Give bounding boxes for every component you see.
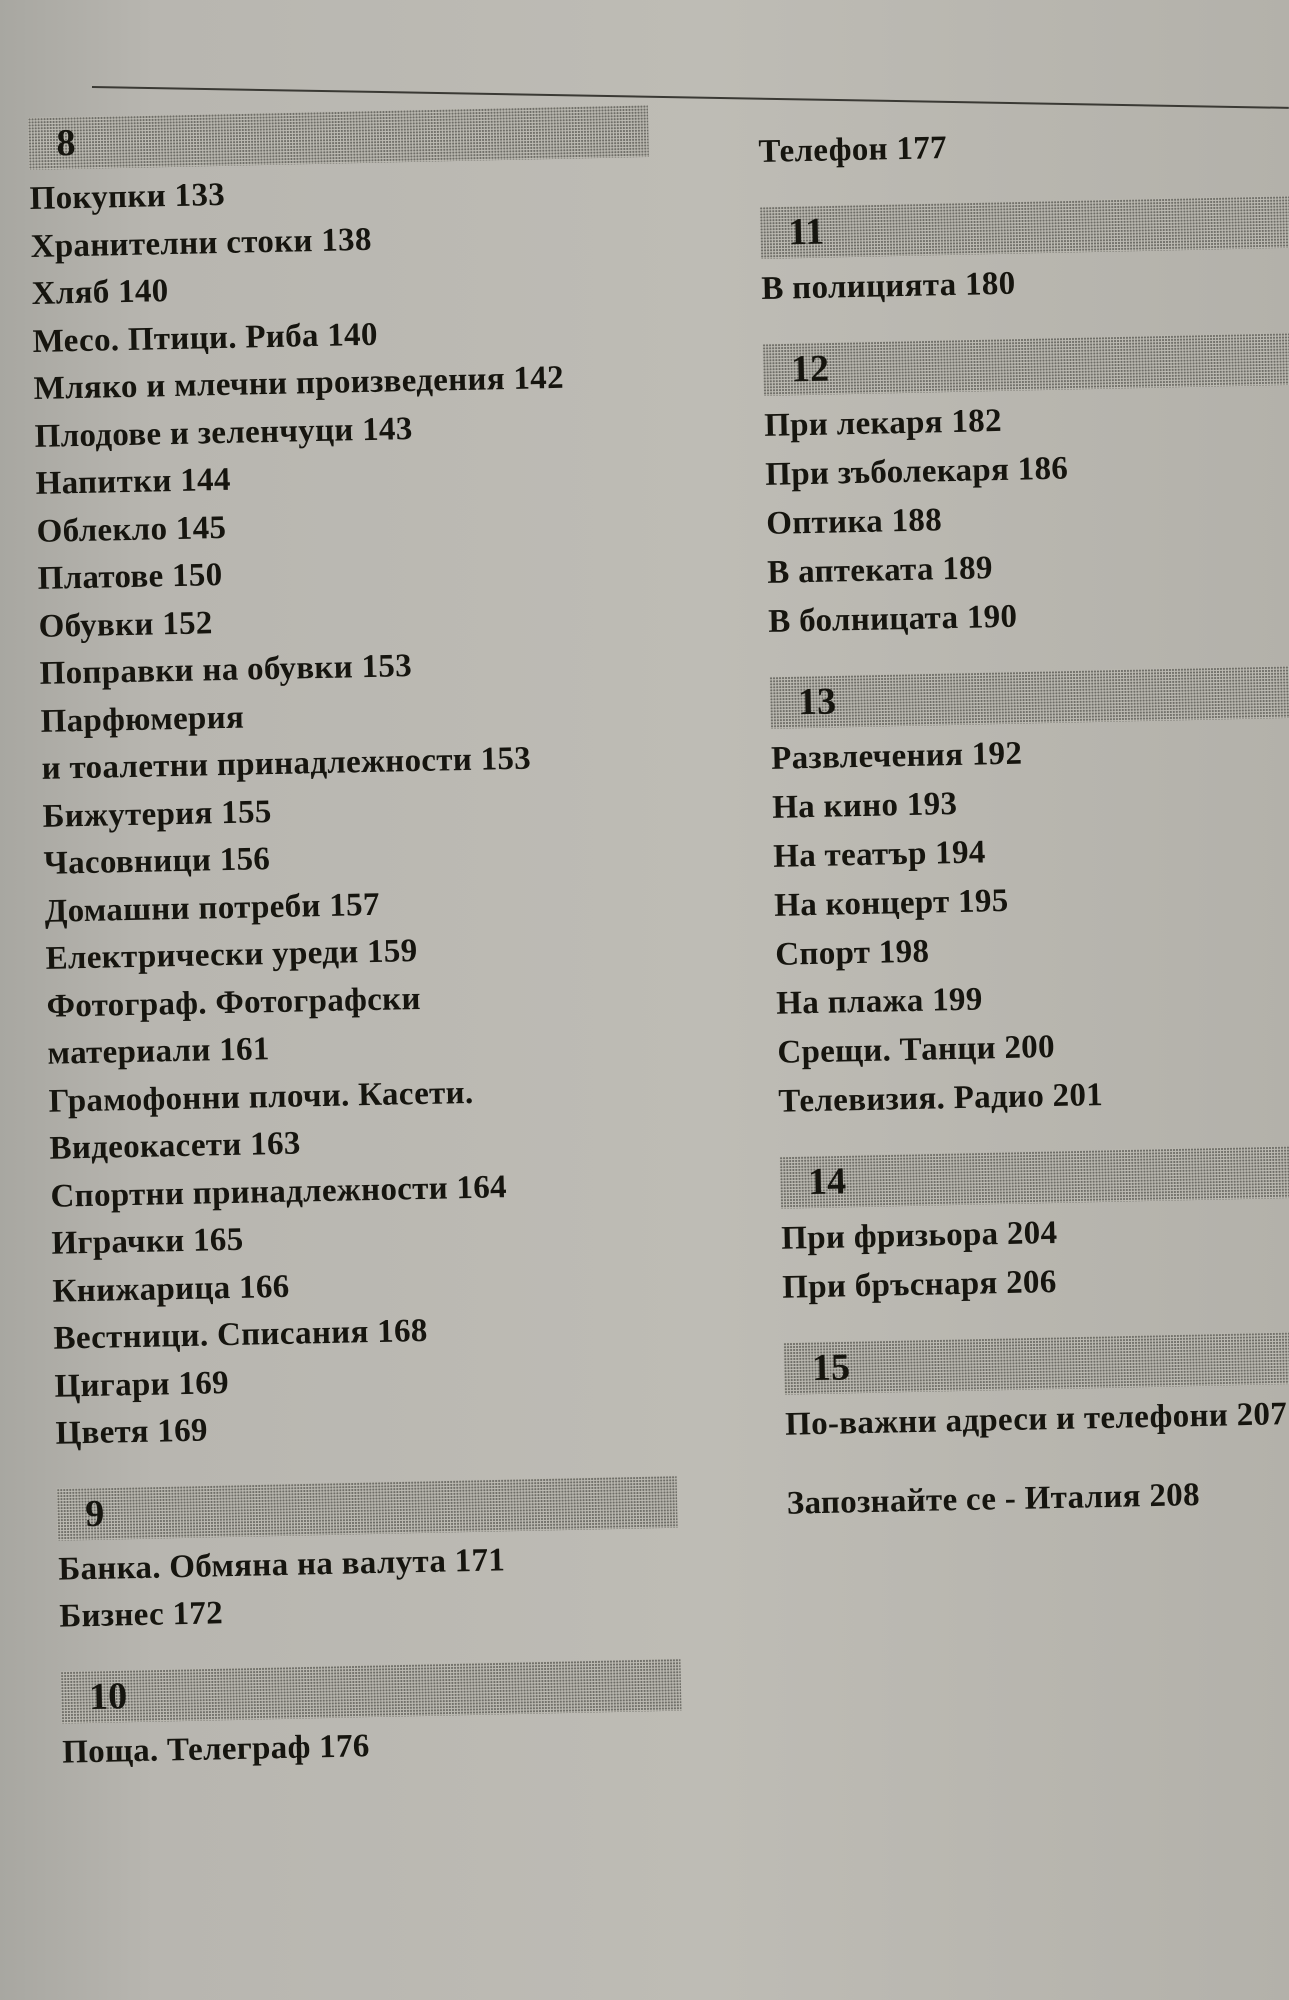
toc-entry: При зъболекаря 186 — [764, 450, 1069, 493]
toc-entry: При бръснаря 206 — [781, 1264, 1057, 1306]
toc-entry: Грамофонни плочи. Касети. — [48, 1074, 474, 1120]
toc-entry: Покупки 133 — [29, 176, 226, 217]
toc-entry: Срещи. Танци 200 — [776, 1028, 1056, 1071]
section-header-bar — [28, 105, 649, 170]
toc-entry: Играчки 165 — [51, 1221, 244, 1262]
toc-section — [783, 1332, 1289, 1450]
toc-entry: Бизнес 172 — [59, 1595, 224, 1635]
toc-entry: Хранителни стоки 138 — [30, 221, 373, 265]
toc-entry: Плодове и зеленчуци 143 — [34, 410, 413, 455]
section-header-bar — [57, 1475, 678, 1540]
section-number: 9 — [84, 1492, 105, 1535]
toc-entry: Мляко и млечни произведения 142 — [33, 359, 565, 407]
toc-entry: По-важни адреси и телефони 207 — [784, 1396, 1288, 1443]
toc-entry: Спорт 198 — [774, 933, 930, 973]
toc-entry: Платове 150 — [37, 557, 223, 597]
toc-entry: Вестници. Списания 168 — [53, 1312, 428, 1357]
toc-entry: Телефон 177 — [758, 130, 948, 170]
right-column — [758, 117, 1289, 1559]
section-number: 8 — [56, 122, 76, 165]
section-number: 12 — [790, 347, 830, 391]
toc-entry: Банка. Обмяна на валута 171 — [58, 1541, 506, 1588]
toc-section — [769, 666, 1289, 1127]
toc-entry: Оптика 188 — [765, 502, 943, 542]
toc-section — [760, 196, 1289, 314]
toc-entry: При лекаря 182 — [763, 402, 1003, 444]
toc-entry: Развлечения 192 — [770, 735, 1023, 777]
section-number: 13 — [797, 680, 837, 724]
toc-entry: Домашни потреби 157 — [44, 886, 381, 930]
toc-entry: Електрически уреди 159 — [45, 933, 418, 977]
toc-entry: При фризьора 204 — [780, 1214, 1058, 1257]
section-header-bar — [769, 665, 1289, 729]
toc-entry: В полицията 180 — [760, 265, 1016, 307]
toc-entry: Поща. Телеграф 176 — [61, 1727, 370, 1771]
toc-entry: Запознайте се - Италия 208 — [786, 1477, 1201, 1522]
toc-entry: Облекло 145 — [36, 509, 227, 550]
toc-section — [780, 1146, 1289, 1313]
toc-entry: На концерт 195 — [773, 882, 1009, 924]
toc-entry: На плажа 199 — [775, 981, 983, 1022]
toc-entry: Телевизия. Радио 201 — [778, 1076, 1104, 1120]
toc-entry: Цветя 169 — [55, 1412, 209, 1452]
lead-entries — [758, 117, 1289, 177]
toc-section — [57, 1474, 760, 1642]
toc-entry: На театър 194 — [772, 834, 986, 875]
section-header-bar — [780, 1145, 1289, 1209]
toc-entry: В аптеката 189 — [766, 550, 994, 591]
toc-entry: Фотограф. Фотографски — [46, 980, 422, 1025]
toc-entry: Поправки на обувки 153 — [39, 648, 413, 692]
toc-entry: Напитки 144 — [35, 461, 232, 502]
toc-entry: Часовници 156 — [43, 841, 271, 882]
section-header-bar — [763, 332, 1289, 396]
section-number: 15 — [811, 1346, 851, 1390]
section-number: 14 — [807, 1160, 847, 1204]
toc-entry: Цигари 169 — [54, 1364, 230, 1405]
toc-section — [763, 333, 1289, 647]
section-number: 11 — [787, 210, 825, 254]
toc-section — [61, 1656, 763, 1776]
toc-entry: Бижутерия 155 — [42, 793, 272, 835]
toc-entry: В болницата 190 — [767, 598, 1018, 640]
toc-entry: Месо. Птици. Риба 140 — [32, 316, 379, 360]
toc-entry: и тоалетни принадлежности 153 — [41, 740, 532, 787]
section-header-bar — [61, 1658, 682, 1723]
toc-entry: Спортни принадлежности 164 — [50, 1168, 508, 1215]
trailing-entries — [786, 1469, 1289, 1529]
toc-entry: Видеокасети 163 — [49, 1125, 301, 1167]
toc-entry: материали 161 — [47, 1031, 271, 1072]
toc-entry: Книжарица 166 — [52, 1268, 290, 1310]
toc-section — [28, 103, 756, 1458]
section-header-bar — [783, 1331, 1289, 1395]
section-number: 10 — [88, 1674, 128, 1718]
toc-entry: Обувки 152 — [38, 604, 214, 645]
section-header-bar — [760, 195, 1289, 259]
toc-entry: Хляб 140 — [31, 273, 169, 312]
toc-entry: Парфюмерия — [40, 699, 245, 740]
toc-entry: На кино 193 — [771, 785, 958, 826]
left-column — [28, 103, 763, 1806]
